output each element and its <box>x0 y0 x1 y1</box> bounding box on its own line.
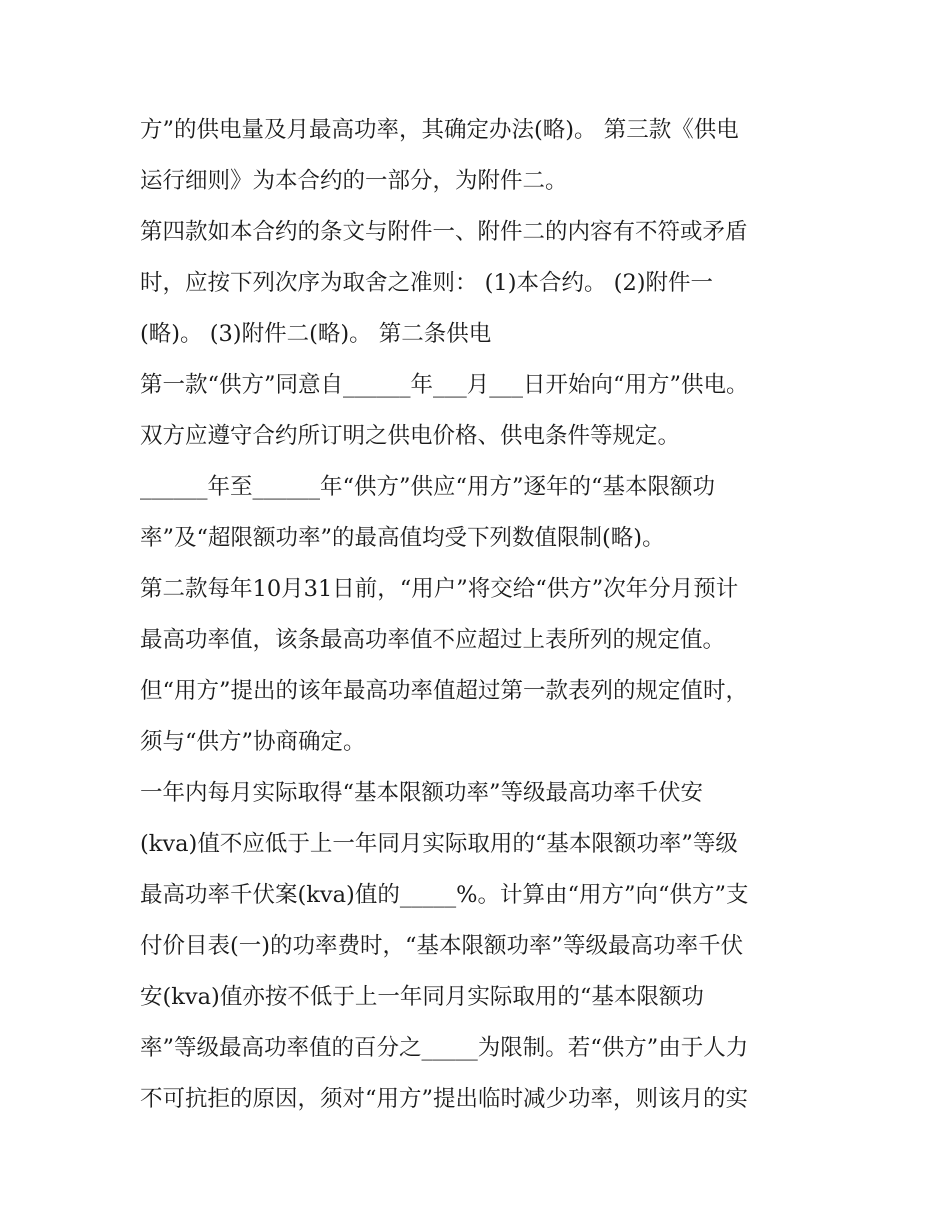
text-line: 运行细则》为本合约的一部分，为附件二。 <box>140 168 568 194</box>
text-line: 须与“供方”协商确定。 <box>140 729 366 755</box>
text-line: 一年内每月实际取得“基本限额功率”等级最高功率千伏安 <box>140 780 704 806</box>
text-line: (kva)值不应低于上一年同月实际取用的“基本限额功率”等级 <box>140 831 738 857</box>
text-line: 第四款如本合约的条文与附件一、附件二的内容有不符或矛盾 <box>140 219 748 245</box>
text-line: 不可抗拒的原因，须对“用方”提出临时减少功率，则该月的实 <box>140 1086 749 1112</box>
text-line: 付价目表(一)的功率费时，“基本限额功率”等级最高功率千伏 <box>140 933 744 959</box>
text-line: 第二款每年10月31日前，“用户”将交给“供方”次年分月预计 <box>140 576 739 602</box>
text-line: 双方应遵守合约所订明之供电价格、供电条件等规定。 <box>140 423 681 449</box>
text-line: 安(kva)值亦按不低于上一年同月实际取用的“基本限额功 <box>140 984 704 1010</box>
text-line: 率”及“超限额功率”的最高值均受下列数值限制(略)。 <box>140 525 665 551</box>
text-line: ______年至______年“供方”供应“用方”逐年的“基本限额功 <box>140 474 716 500</box>
text-line: 最高功率千伏案(kva)值的_____%。计算由“用方”向“供方”支 <box>140 882 749 908</box>
text-line: 方”的供电量及月最高功率，其确定办法(略)。 第三款《供电 <box>140 117 739 143</box>
text-line: 最高功率值，该条最高功率值不应超过上表所列的规定值。 <box>140 627 726 653</box>
text-line: 率”等级最高功率值的百分之_____为限制。若“供方”由于人力 <box>140 1035 749 1061</box>
text-line: (略)。 (3)附件二(略)。 第二条供电 <box>140 321 492 347</box>
contract-text <box>140 105 830 1125</box>
text-line: 第一款“供方”同意自______年___月___日开始向“用方”供电。 <box>140 372 749 398</box>
text-line: 时，应按下列次序为取舍之准则： (1)本合约。 (2)附件一 <box>140 270 714 296</box>
text-line: 但“用方”提出的该年最高功率值超过第一款表列的规定值时， <box>140 678 749 704</box>
